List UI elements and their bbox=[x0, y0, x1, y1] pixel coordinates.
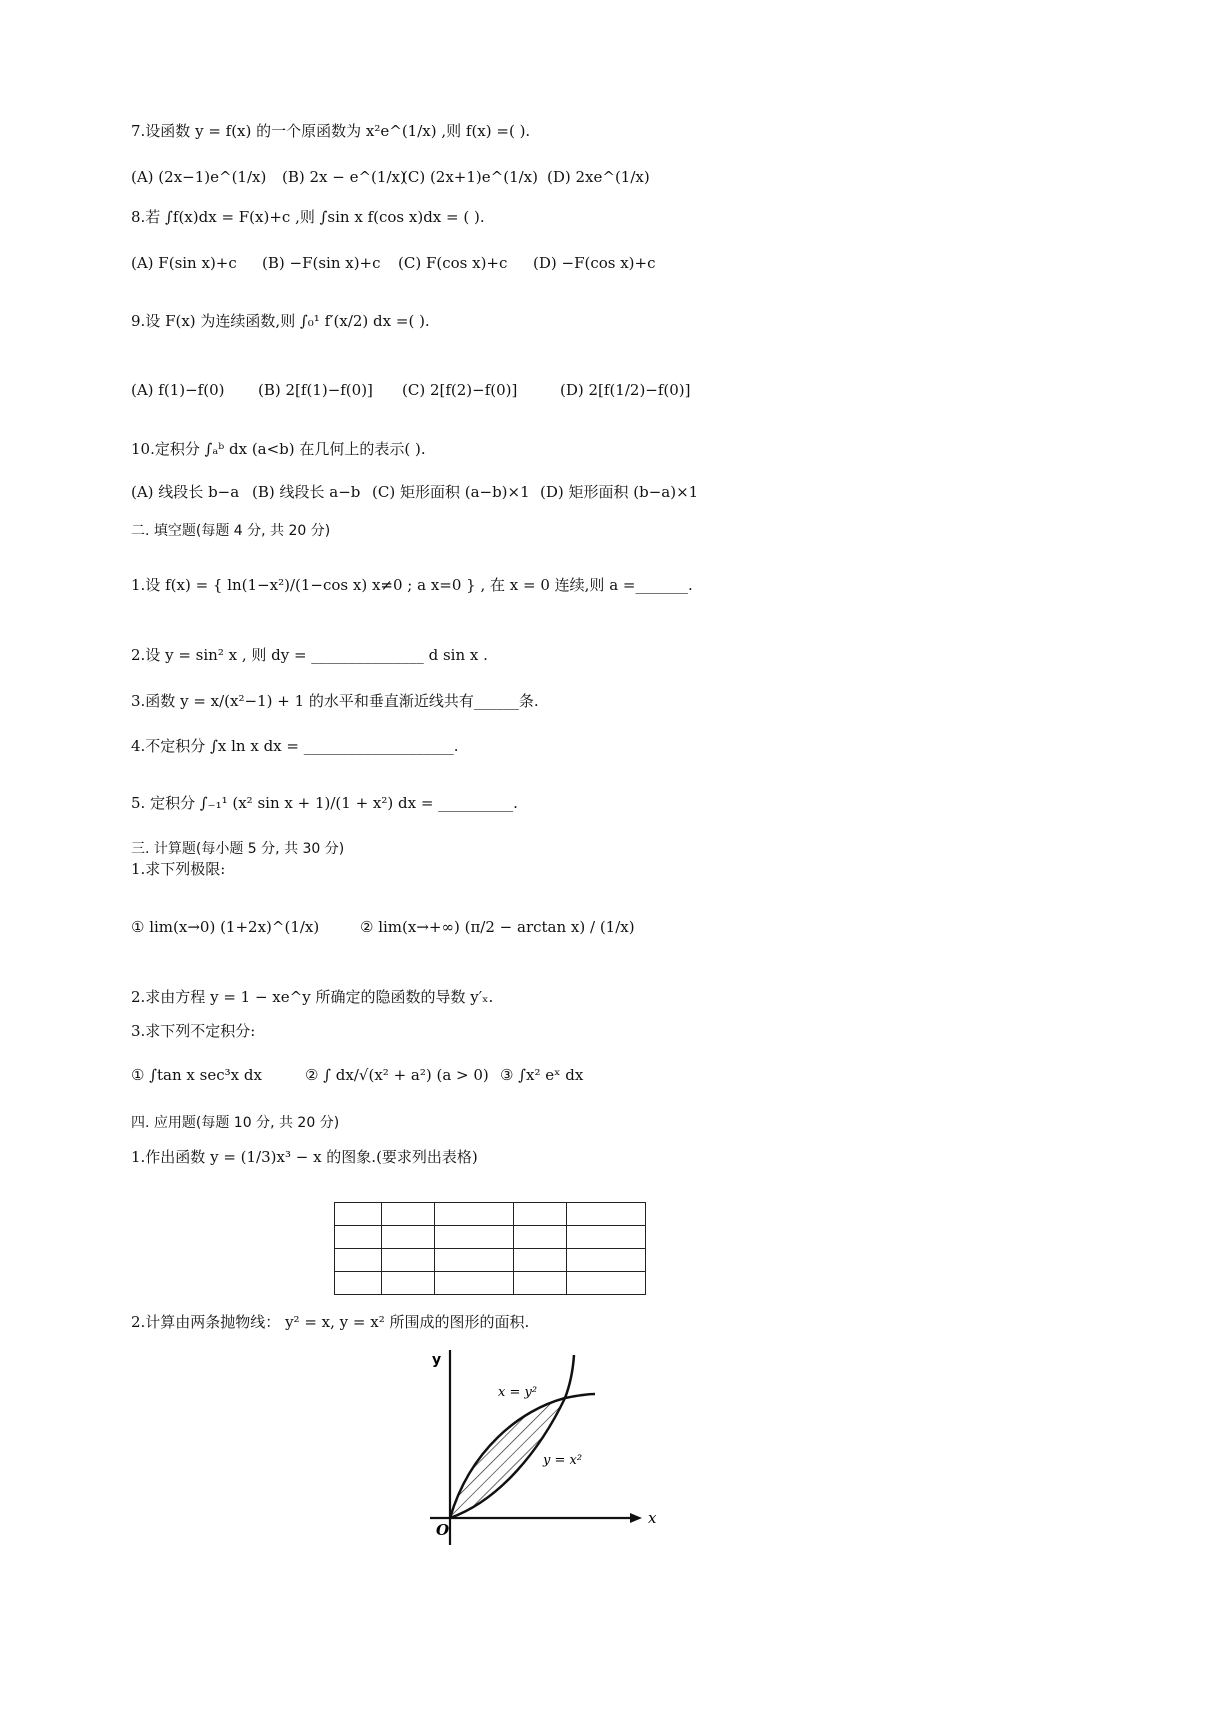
q7-option-d: (D) 2xe^(1/x) bbox=[547, 168, 650, 186]
s2-q5: 5. 定积分 ∫₋₁¹ (x² sin x + 1)/(1 + x²) dx = __________. bbox=[131, 794, 518, 812]
q10-option-c: (C) 矩形面积 (a−b)×1 bbox=[372, 483, 530, 501]
s3-q1: 1.求下列极限: bbox=[131, 860, 226, 878]
q8-option-b: (B) −F(sin x)+c bbox=[262, 254, 381, 272]
q9-option-c: (C) 2[f(2)−f(0)] bbox=[402, 381, 518, 399]
table-row bbox=[335, 1272, 646, 1295]
curve2-label: y = x² bbox=[543, 1453, 583, 1468]
q10-option-d: (D) 矩形面积 (b−a)×1 bbox=[540, 483, 699, 501]
q9-option-d: (D) 2[f(1/2)−f(0)] bbox=[560, 381, 691, 399]
q10-option-a: (A) 线段长 b−a bbox=[131, 483, 240, 501]
s2-q3: 3.函数 y = x/(x²−1) + 1 的水平和垂直渐近线共有______条. bbox=[131, 692, 539, 710]
q9-stem: 9.设 F(x) 为连续函数,则 ∫₀¹ f′(x/2) dx =( ). bbox=[131, 312, 430, 330]
table-row bbox=[335, 1249, 646, 1272]
q7-option-b: (B) 2x − e^(1/x) bbox=[282, 168, 406, 186]
s3-q3: 3.求下列不定积分: bbox=[131, 1022, 256, 1040]
table-row bbox=[335, 1226, 646, 1249]
s3-q3-c: ③ ∫x² eˣ dx bbox=[500, 1066, 584, 1084]
table-row bbox=[335, 1203, 646, 1226]
section3-title: 三. 计算题(每小题 5 分, 共 30 分) bbox=[131, 841, 345, 857]
section2-title: 二. 填空题(每题 4 分, 共 20 分) bbox=[131, 523, 331, 539]
x-axis-label: x bbox=[648, 1509, 657, 1527]
origin-label: O bbox=[436, 1521, 450, 1539]
q10-stem: 10.定积分 ∫ₐᵇ dx (a<b) 在几何上的表示( ). bbox=[131, 440, 426, 458]
q8-stem: 8.若 ∫f(x)dx = F(x)+c ,则 ∫sin x f(cos x)dx = ( ). bbox=[131, 208, 485, 226]
q9-option-a: (A) f(1)−f(0) bbox=[131, 381, 225, 399]
q7-option-a: (A) (2x−1)e^(1/x) bbox=[131, 168, 267, 186]
s3-q3-a: ① ∫tan x sec³x dx bbox=[131, 1066, 262, 1084]
s3-q3-b: ② ∫ dx/√(x² + a²) (a > 0) bbox=[305, 1066, 489, 1084]
s3-q2: 2.求由方程 y = 1 − xe^y 所确定的隐函数的导数 y′ₓ. bbox=[131, 988, 494, 1006]
s2-q1: 1.设 f(x) = { ln(1−x²)/(1−cos x) x≠0 ; a x=0 } , 在 x = 0 连续,则 a =_______. bbox=[131, 576, 693, 594]
s4-q1: 1.作出函数 y = (1/3)x³ − x 的图象.(要求列出表格) bbox=[131, 1148, 478, 1166]
y-axis-label: y bbox=[432, 1352, 442, 1368]
curve1-label: x = y² bbox=[498, 1385, 538, 1400]
q9-option-b: (B) 2[f(1)−f(0)] bbox=[258, 381, 373, 399]
s3-q1-a: ① lim(x→0) (1+2x)^(1/x) bbox=[131, 918, 320, 936]
q7-stem: 7.设函数 y = f(x) 的一个原函数为 x²e^(1/x) ,则 f(x) =( ). bbox=[131, 122, 531, 140]
s3-q1-b: ② lim(x→+∞) (π/2 − arctan x) / (1/x) bbox=[360, 918, 635, 936]
q7-option-c: (C) (2x+1)e^(1/x) bbox=[402, 168, 538, 186]
q10-option-b: (B) 线段长 a−b bbox=[252, 483, 361, 501]
q8-option-c: (C) F(cos x)+c bbox=[398, 254, 508, 272]
q8-option-d: (D) −F(cos x)+c bbox=[533, 254, 656, 272]
q8-option-a: (A) F(sin x)+c bbox=[131, 254, 237, 272]
s4-q2: 2.计算由两条抛物线： y² = x, y = x² 所围成的图形的面积. bbox=[131, 1313, 530, 1331]
s2-q2: 2.设 y = sin² x , 则 dy = _______________ d sin x . bbox=[131, 646, 488, 664]
value-table bbox=[334, 1202, 646, 1295]
parabola-figure bbox=[410, 1340, 670, 1560]
s2-q4: 4.不定积分 ∫x ln x dx = ____________________. bbox=[131, 737, 459, 755]
section4-title: 四. 应用题(每题 10 分, 共 20 分) bbox=[131, 1115, 340, 1131]
